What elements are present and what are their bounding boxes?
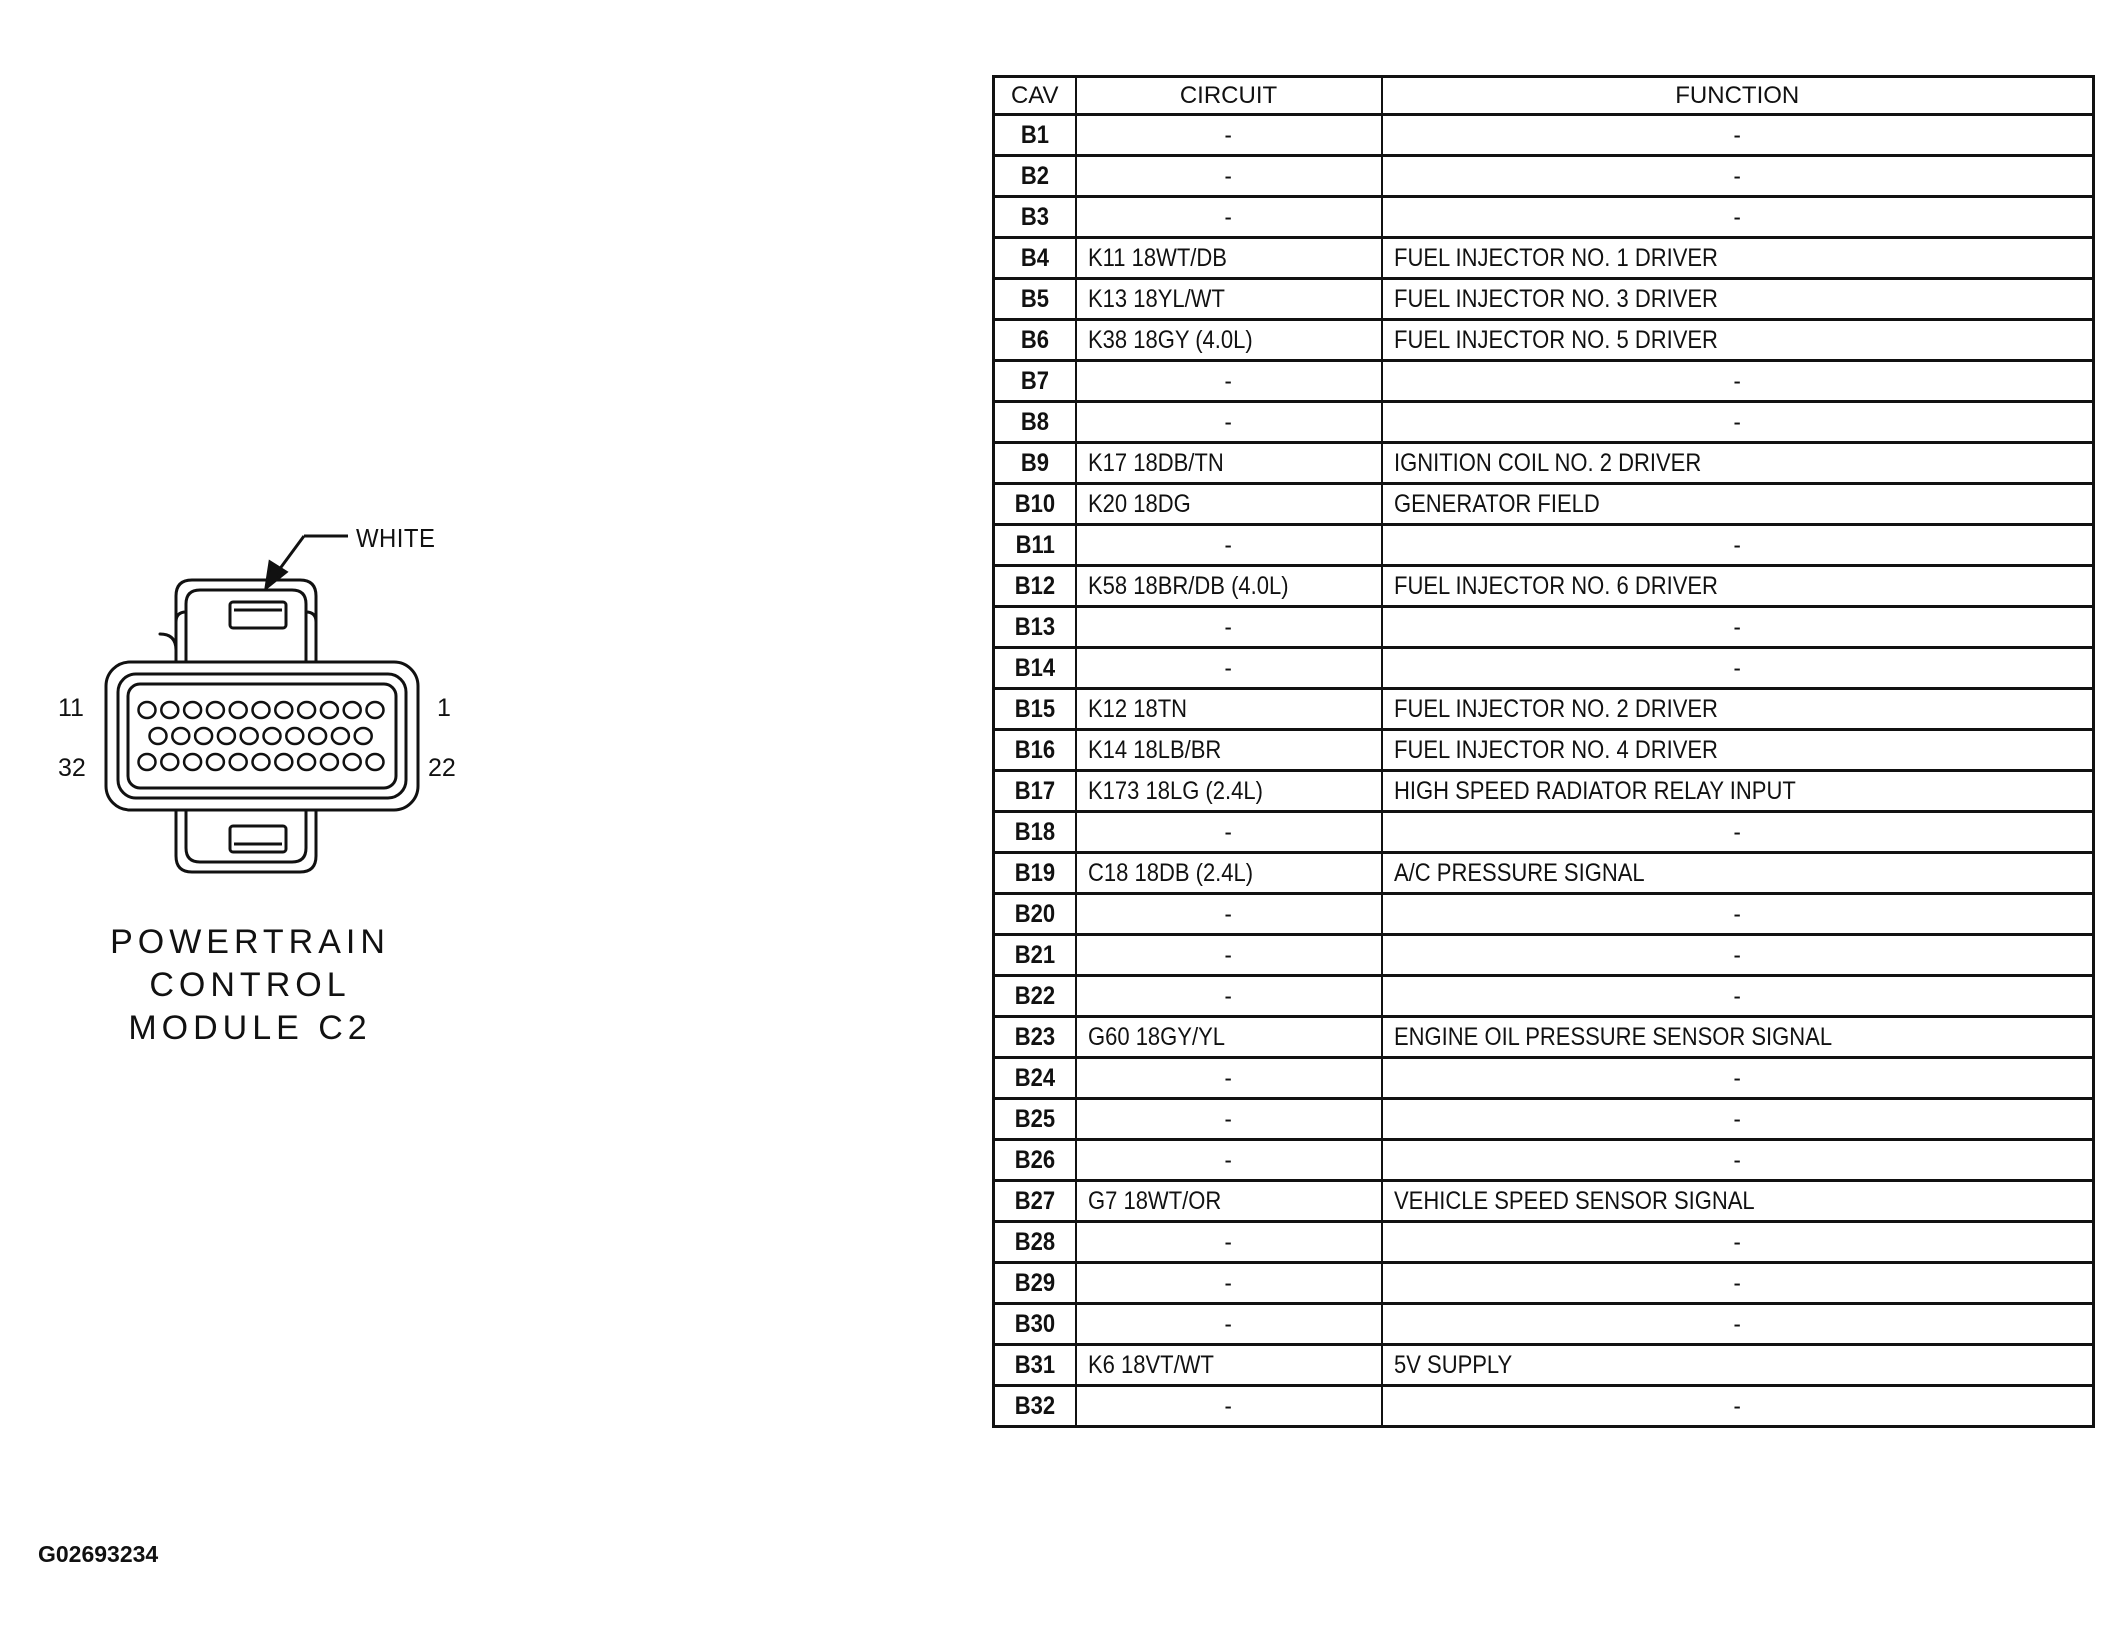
table-row (994, 1304, 2094, 1345)
table-row (994, 443, 2094, 484)
function-cell: 5V SUPPLY (1382, 1345, 2094, 1386)
circuit-cell: G60 18GY/YL (1076, 1017, 1382, 1058)
function-cell: - (1382, 976, 2094, 1017)
cav-cell: B17 (994, 771, 1076, 812)
table-row (994, 361, 2094, 402)
table-row (994, 402, 2094, 443)
table-row (994, 1222, 2094, 1263)
circuit-cell: - (1076, 648, 1382, 689)
function-cell: - (1382, 197, 2094, 238)
table-row (994, 566, 2094, 607)
cav-cell: B8 (994, 402, 1076, 443)
circuit-cell: - (1076, 1058, 1382, 1099)
cav-cell: B2 (994, 156, 1076, 197)
function-cell: - (1382, 812, 2094, 853)
table-row (994, 730, 2094, 771)
cav-cell: B25 (994, 1099, 1076, 1140)
module-caption-line-2: CONTROL (149, 966, 351, 1004)
cav-cell: B14 (994, 648, 1076, 689)
cav-cell: B26 (994, 1140, 1076, 1181)
function-cell: VEHICLE SPEED SENSOR SIGNAL (1382, 1181, 2094, 1222)
cav-cell: B16 (994, 730, 1076, 771)
function-cell: FUEL INJECTOR NO. 4 DRIVER (1382, 730, 2094, 771)
circuit-cell: - (1076, 115, 1382, 156)
pin-label-22: 22 (428, 754, 456, 782)
cav-cell: B22 (994, 976, 1076, 1017)
circuit-cell: - (1076, 1099, 1382, 1140)
circuit-cell: K58 18BR/DB (4.0L) (1076, 566, 1382, 607)
circuit-cell: - (1076, 1140, 1382, 1181)
circuit-cell: K17 18DB/TN (1076, 443, 1382, 484)
table-row (994, 689, 2094, 730)
upper-latch-window (230, 602, 286, 628)
cav-cell: B9 (994, 443, 1076, 484)
function-cell: A/C PRESSURE SIGNAL (1382, 853, 2094, 894)
table-row (994, 1386, 2094, 1427)
table-row (994, 853, 2094, 894)
cav-cell: B7 (994, 361, 1076, 402)
cav-cell: B31 (994, 1345, 1076, 1386)
header-function: FUNCTION (1382, 77, 2094, 115)
cav-cell: B30 (994, 1304, 1076, 1345)
table-row (994, 279, 2094, 320)
circuit-cell: K13 18YL/WT (1076, 279, 1382, 320)
table-row (994, 1099, 2094, 1140)
circuit-cell: - (1076, 1304, 1382, 1345)
cav-cell: B21 (994, 935, 1076, 976)
pin-label-11: 11 (58, 694, 84, 722)
table-row (994, 197, 2094, 238)
function-cell: - (1382, 402, 2094, 443)
circuit-cell: - (1076, 1263, 1382, 1304)
cav-cell: B12 (994, 566, 1076, 607)
function-cell: - (1382, 1058, 2094, 1099)
function-cell: HIGH SPEED RADIATOR RELAY INPUT (1382, 771, 2094, 812)
circuit-cell: K12 18TN (1076, 689, 1382, 730)
table-row (994, 894, 2094, 935)
cav-cell: B23 (994, 1017, 1076, 1058)
function-cell: - (1382, 1140, 2094, 1181)
function-cell: - (1382, 935, 2094, 976)
circuit-cell: - (1076, 525, 1382, 566)
circuit-cell: - (1076, 1386, 1382, 1427)
circuit-cell: C18 18DB (2.4L) (1076, 853, 1382, 894)
table-row (994, 484, 2094, 525)
function-cell: FUEL INJECTOR NO. 5 DRIVER (1382, 320, 2094, 361)
function-cell: - (1382, 1222, 2094, 1263)
table-row (994, 976, 2094, 1017)
table-row (994, 1058, 2094, 1099)
circuit-cell: - (1076, 894, 1382, 935)
table-row (994, 648, 2094, 689)
circuit-cell: K38 18GY (4.0L) (1076, 320, 1382, 361)
function-cell: - (1382, 361, 2094, 402)
circuit-cell: - (1076, 361, 1382, 402)
circuit-cell: K6 18VT/WT (1076, 1345, 1382, 1386)
connector-color-label: WHITE (356, 523, 436, 553)
header-cav: CAV (994, 77, 1076, 115)
table-row (994, 1345, 2094, 1386)
cav-cell: B5 (994, 279, 1076, 320)
cav-cell: B19 (994, 853, 1076, 894)
cav-cell: B1 (994, 115, 1076, 156)
figure-id: G02693234 (38, 1541, 159, 1567)
circuit-cell: - (1076, 976, 1382, 1017)
table-row (994, 1140, 2094, 1181)
table-row (994, 1017, 2094, 1058)
cav-cell: B27 (994, 1181, 1076, 1222)
cav-cell: B3 (994, 197, 1076, 238)
function-cell: - (1382, 525, 2094, 566)
circuit-cell: - (1076, 607, 1382, 648)
connector-figure (0, 0, 560, 1100)
circuit-cell: - (1076, 402, 1382, 443)
function-cell: FUEL INJECTOR NO. 6 DRIVER (1382, 566, 2094, 607)
cav-cell: B24 (994, 1058, 1076, 1099)
circuit-cell: - (1076, 935, 1382, 976)
function-cell: - (1382, 648, 2094, 689)
header-circuit: CIRCUIT (1076, 77, 1382, 115)
circuit-cell: K173 18LG (2.4L) (1076, 771, 1382, 812)
circuit-cell: G7 18WT/OR (1076, 1181, 1382, 1222)
circuit-cell: K11 18WT/DB (1076, 238, 1382, 279)
cav-cell: B28 (994, 1222, 1076, 1263)
function-cell: IGNITION COIL NO. 2 DRIVER (1382, 443, 2094, 484)
cav-cell: B20 (994, 894, 1076, 935)
circuit-cell: K14 18LB/BR (1076, 730, 1382, 771)
function-cell: - (1382, 115, 2094, 156)
pinout-table-body (994, 115, 2094, 1427)
circuit-cell: K20 18DG (1076, 484, 1382, 525)
function-cell: - (1382, 894, 2094, 935)
table-row (994, 156, 2094, 197)
cav-cell: B29 (994, 1263, 1076, 1304)
function-cell: ENGINE OIL PRESSURE SENSOR SIGNAL (1382, 1017, 2094, 1058)
function-cell: - (1382, 607, 2094, 648)
table-row (994, 607, 2094, 648)
table-row (994, 812, 2094, 853)
circuit-cell: - (1076, 812, 1382, 853)
table-row (994, 320, 2094, 361)
function-cell: FUEL INJECTOR NO. 2 DRIVER (1382, 689, 2094, 730)
function-cell: - (1382, 1386, 2094, 1427)
lower-latch-window (230, 826, 286, 852)
cav-cell: B32 (994, 1386, 1076, 1427)
function-cell: - (1382, 156, 2094, 197)
module-caption-line-3: MODULE C2 (128, 1009, 372, 1047)
table-row (994, 1263, 2094, 1304)
module-caption-line-1: POWERTRAIN (110, 923, 390, 961)
function-cell: - (1382, 1304, 2094, 1345)
function-cell: FUEL INJECTOR NO. 1 DRIVER (1382, 238, 2094, 279)
cav-cell: B4 (994, 238, 1076, 279)
cav-cell: B15 (994, 689, 1076, 730)
circuit-cell: - (1076, 197, 1382, 238)
cav-cell: B13 (994, 607, 1076, 648)
pin-label-32: 32 (58, 754, 86, 782)
table-row (994, 1181, 2094, 1222)
circuit-cell: - (1076, 156, 1382, 197)
circuit-cell: - (1076, 1222, 1382, 1263)
pinout-table (992, 75, 2095, 1428)
cav-cell: B6 (994, 320, 1076, 361)
function-cell: - (1382, 1263, 2094, 1304)
cav-cell: B11 (994, 525, 1076, 566)
table-row (994, 115, 2094, 156)
function-cell: GENERATOR FIELD (1382, 484, 2094, 525)
function-cell: FUEL INJECTOR NO. 3 DRIVER (1382, 279, 2094, 320)
cav-cell: B10 (994, 484, 1076, 525)
table-row (994, 935, 2094, 976)
table-row (994, 238, 2094, 279)
table-header-row (994, 77, 2094, 115)
function-cell: - (1382, 1099, 2094, 1140)
pin-label-1: 1 (437, 694, 451, 722)
table-row (994, 771, 2094, 812)
table-row (994, 525, 2094, 566)
cav-cell: B18 (994, 812, 1076, 853)
